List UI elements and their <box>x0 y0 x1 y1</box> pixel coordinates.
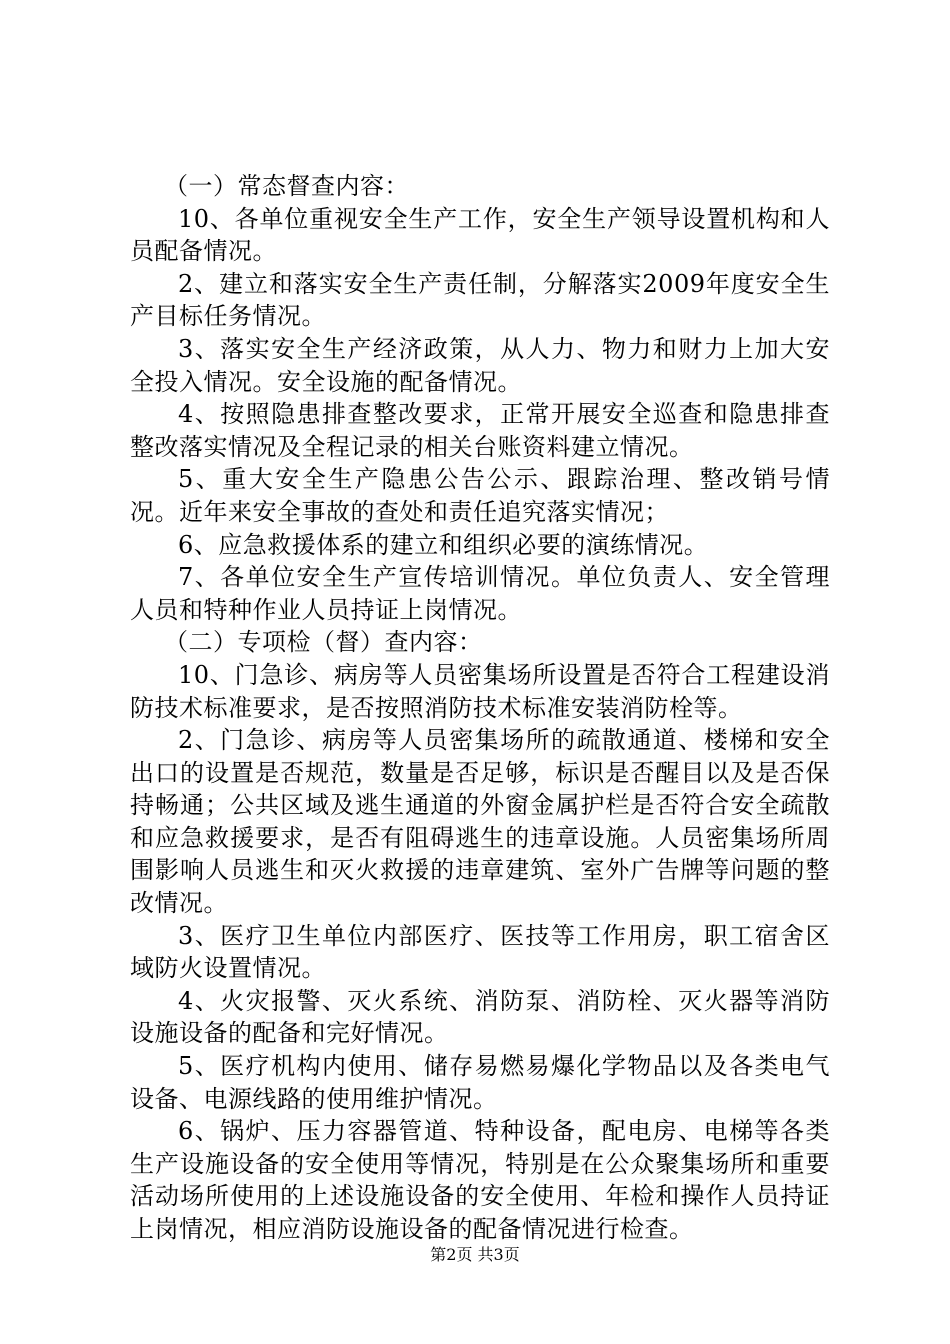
document-body <box>130 170 830 1246</box>
special-item-3: 3、医疗卫生单位内部医疗、医技等工作用房，职工宿舍区域防火设置情况。 <box>130 921 830 983</box>
routine-item-1: 10、各单位重视安全生产工作，安全生产领导设置机构和人员配备情况。 <box>130 204 830 266</box>
special-item-1: 10、门急诊、病房等人员密集场所设置是否符合工程建设消防技术标准要求，是否按照消防技术标准安装消防栓等。 <box>130 660 830 722</box>
special-item-5: 5、医疗机构内使用、储存易燃易爆化学物品以及各类电气设备、电源线路的使用维护情况。 <box>130 1052 830 1113</box>
routine-item-4: 4、按照隐患排查整改要求，正常开展安全巡查和隐患排查整改落实情况及全程记录的相关台账资料建立情况。 <box>130 400 830 461</box>
special-item-4: 4、火灾报警、灭火系统、消防泵、消防栓、灭火器等消防设施设备的配备和完好情况。 <box>130 986 830 1048</box>
routine-item-6: 6、应急救援体系的建立和组织必要的演练情况。 <box>178 530 709 559</box>
routine-item-3: 3、落实安全生产经济政策，从人力、物力和财力上加大安全投入情况。安全设施的配备情况。 <box>130 334 830 396</box>
special-item-6: 6、锅炉、压力容器管道、特种设备，配电房、电梯等各类生产设施设备的安全使用等情况，特别是在公众聚集场所和重要活动场所使用的上述设施设备的安全使用、年检和操作人员持证上岗情况，相应消防设施设备的配备情况进行检查。 <box>130 1117 830 1243</box>
routine-item-5: 5、重大安全生产隐患公告公示、跟踪治理、整改销号情况。近年来安全事故的查处和责任追究落实情况； <box>130 465 830 526</box>
page-number-footer: 第2页 共3页 <box>430 1245 520 1264</box>
section-heading-special: （二）专项检（督）查内容： <box>164 628 483 657</box>
routine-item-7: 7、各单位安全生产宣传培训情况。单位负责人、安全管理人员和特种作业人员持证上岗情况。 <box>130 563 830 624</box>
routine-item-2: 2、建立和落实安全生产责任制，分解落实2009年度安全生产目标任务情况。 <box>130 269 830 331</box>
special-item-2: 2、门急诊、病房等人员密集场所的疏散通道、楼梯和安全出口的设置是否规范，数量是否足够，标识是否醒目以及是否保持畅通；公共区域及逃生通道的外窗金属护栏是否符合安全疏散和应急救援要求，是否有阻碍逃生的违章设施。人员密集场所周围影响人员逃生和灭火救援的违章建筑、室外广告牌等问题的整改情况。 <box>130 726 830 918</box>
section-heading-routine: （一）常态督查内容： <box>164 172 409 200</box>
